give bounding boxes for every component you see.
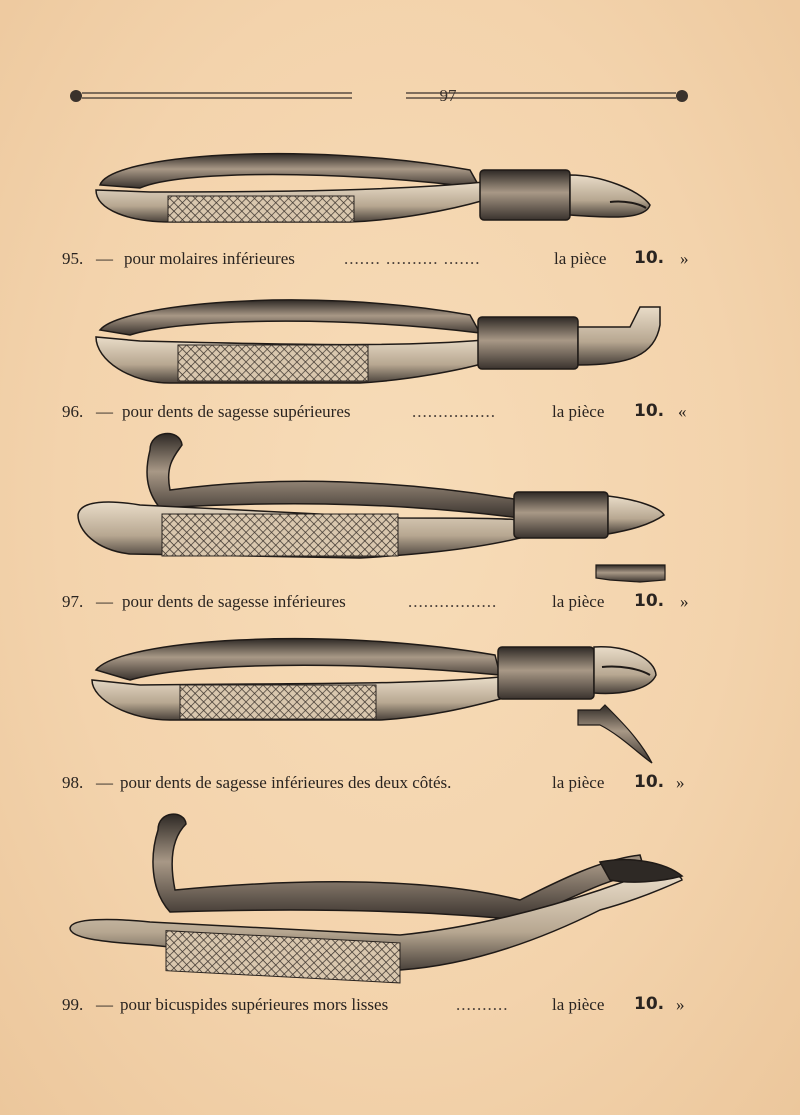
item-dash: — [96,249,113,268]
item-price: 10. [634,994,665,1014]
item-number: 95. [62,249,84,268]
item-price-unit: » [680,249,689,268]
item-price: 10. [634,401,665,421]
page-number: 97 [439,86,457,105]
catalog-item-96 [62,402,722,426]
item-price: 10. [634,591,665,611]
item-price-label: la pièce [552,773,605,792]
item-number: 98. [62,773,84,792]
item-number: 96. [62,402,84,421]
item-dash: — [96,995,113,1014]
item-price-label: la pièce [552,402,605,421]
item-price-unit: » [676,995,685,1014]
forceps-95-icon [0,130,800,240]
item-description: pour dents de sagesse inférieures [122,592,346,611]
item-price-unit: » [680,592,689,611]
catalog-item-97 [62,592,722,616]
catalog-item-95 [62,249,722,273]
forceps-98-icon [0,625,800,770]
item-price-label: la pièce [552,592,605,611]
item-description: pour dents de sagesse inférieures des deux côtés. [120,773,452,792]
item-leader-dots: ................ [412,402,496,421]
forceps-illustration-99 [0,810,800,990]
catalog-item-99 [62,995,722,1019]
item-dash: — [96,402,113,421]
item-price: 10. [634,248,665,268]
forceps-illustration-98 [0,625,800,770]
forceps-96-icon [0,285,800,395]
forceps-illustration-96 [0,285,800,395]
forceps-97-icon [0,430,800,590]
item-price-label: la pièce [554,249,607,268]
item-leader-dots: ................. [408,592,498,611]
item-number: 97. [62,592,84,611]
catalog-item-98 [62,773,722,797]
item-price-label: la pièce [552,995,605,1014]
item-description: pour dents de sagesse supérieures [122,402,351,421]
item-price-unit: » [676,773,685,792]
item-leader-dots: .......... [456,995,509,1014]
item-price-unit: « [678,402,687,421]
forceps-illustration-97 [0,430,800,590]
item-description: pour bicuspides supérieures mors lisses [120,995,389,1014]
header-rule [68,84,690,108]
item-dash: — [96,773,113,792]
page-header [68,84,690,108]
item-dash: — [96,592,113,611]
forceps-99-icon [0,810,800,990]
item-leader-dots: ....... .......... ....... [344,249,481,268]
forceps-illustration-95 [0,130,800,240]
item-number: 99. [62,995,84,1014]
item-price: 10. [634,772,665,792]
item-description: pour molaires inférieures [124,249,295,268]
